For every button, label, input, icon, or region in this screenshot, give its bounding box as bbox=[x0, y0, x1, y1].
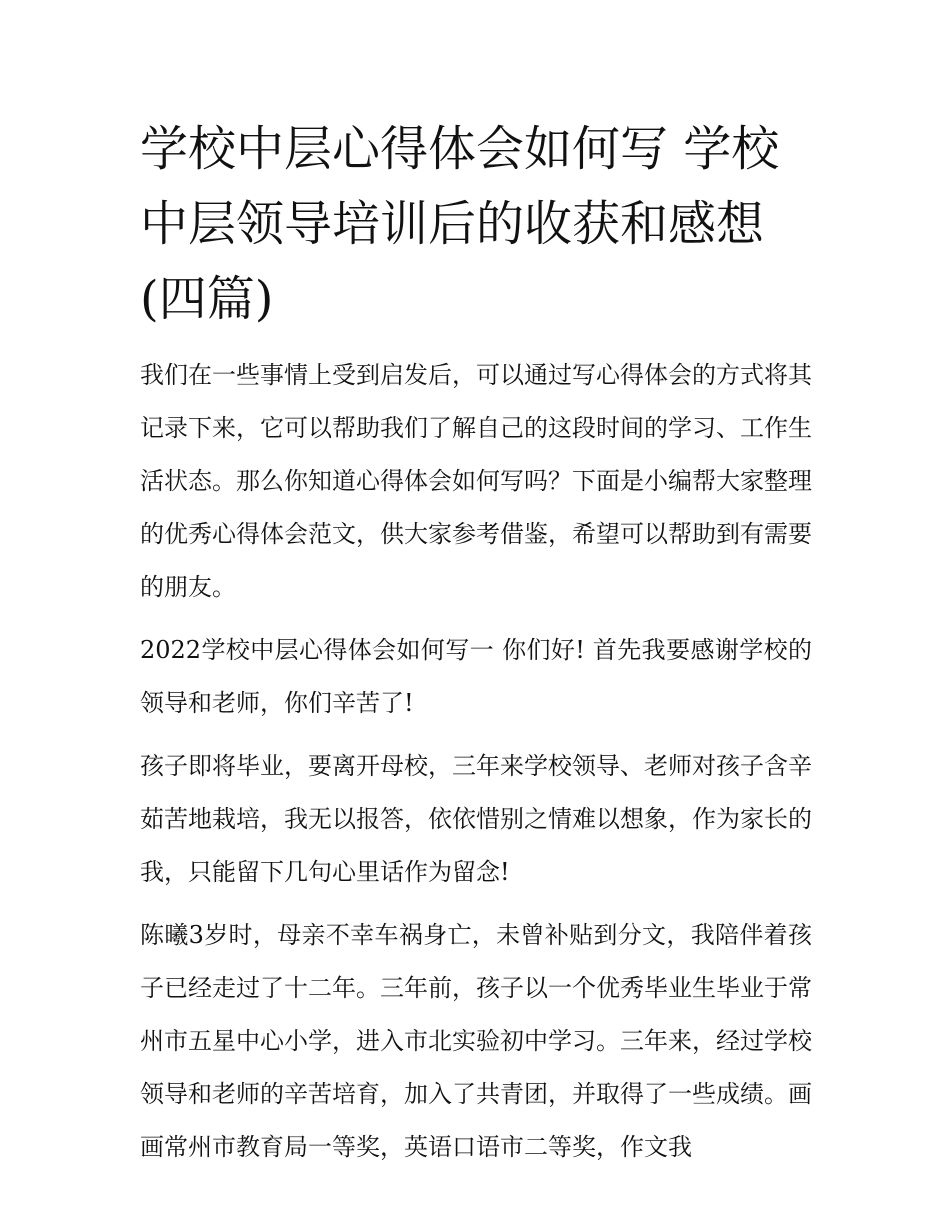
document-body bbox=[140, 112, 812, 1174]
paragraph-graduation: 孩子即将毕业，要离开母校，三年来学校领导、老师对孩子含辛茹苦地栽培，我无以报答，依依惜别之情难以想象，作为家长的我，只能留下几句心里话作为留念! bbox=[140, 752, 812, 886]
document-title: 学校中层心得体会如何写 学校中层领导培训后的收获和感想(四篇) bbox=[140, 121, 780, 327]
paragraph-intro: 我们在一些事情上受到启发后，可以通过写心得体会的方式将其记录下来，它可以帮助我们了解自己的这段时间的学习、工作生活状态。那么你知道心得体会如何写吗？下面是小编帮大家整理的优秀心得体会范文，供大家参考借鉴，希望可以帮助到有需要的朋友。 bbox=[140, 361, 812, 601]
paragraph-greeting: 2022学校中层心得体会如何写一 你们好! 首先我要感谢学校的领导和老师，你们辛苦了! bbox=[140, 636, 812, 717]
paragraph-background: 陈曦3岁时，母亲不幸车祸身亡，未曾补贴到分文，我陪伴着孩子已经走过了十二年。三年前，孩子以一个优秀毕业生毕业于常州市五星中心小学，进入市北实验初中学习。三年来，经过学校领导和老师的辛苦培育，加入了共青团，并取得了一些成绩。画画常州市教育局一等奖，英语口语市二等奖，作文我 bbox=[140, 921, 812, 1161]
